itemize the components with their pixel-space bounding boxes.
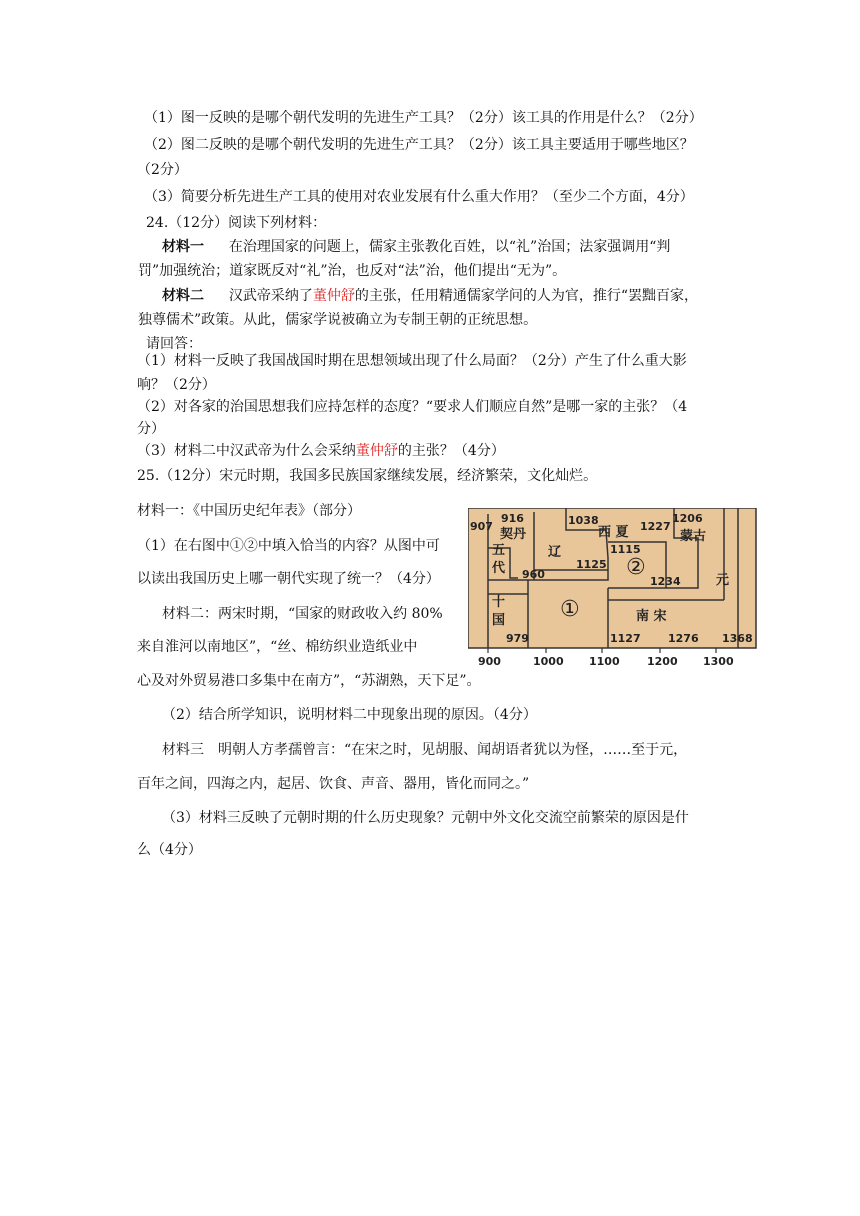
year-1127: 1127 [610,632,641,645]
q24-material2-line1 [162,286,698,306]
q25-3-line1: （3）材料三反映了元朝时期的什么历史现象？元朝中外文化交流空前繁荣的原因是什 [162,810,689,826]
q25-material3-line2: 百年之间，四海之内，起居、饮食、声音、器用，皆化而同之。” [137,776,530,792]
material1-label: 材料一 [162,239,204,255]
year-916: 916 [501,512,524,525]
q24-3-post: 的主张？（4分） [397,443,505,459]
region-southern-song: 南 宋 [636,609,667,624]
q24-1-cont: 响？（2分） [137,377,216,393]
q24-1: （1）材料一反映了我国战国时期在思想领域出现了什么局面？（2分）产生了什么重大影 [137,353,687,369]
region-mongol: 蒙古 [680,529,707,544]
q23-3: （3）简要分析先进生产工具的使用对农业发展有什么重大作用？（至少二个方面，4分） [144,189,694,205]
q25-material2-line1: 材料二：两宋时期，“国家的财政收入约 80% [162,606,443,622]
region-five-dynasties-2: 代 [492,561,506,576]
q25-1-line1: （1）在右图中①②中填入恰当的内容？从图中可 [137,538,440,554]
region-liao: 辽 [548,545,562,560]
year-1234: 1234 [650,575,681,588]
material2-post: 的主张，任用精通儒家学问的人为官，推行“罢黜百家， [354,288,699,304]
q24-material1-line2: 罚”加强统治；道家既反对“礼”治，也反对“法”治，他们提出“无为”。 [138,263,567,279]
dong-zhongshu-name: 董仲舒 [312,288,355,304]
region-five-dynasties-1: 五 [492,543,506,558]
region-ten-kingdoms-1: 十 [492,595,506,610]
year-1276: 1276 [668,632,699,645]
dong-zhongshu-name-2: 董仲舒 [355,443,398,459]
q24-prompt: 请回答： [146,336,202,352]
year-1368: 1368 [722,632,753,645]
q25-material3-line1: 材料三 明朝人方孝孺曾言：“在宋之时，见胡服、闻胡语者犹以为怪，……至于元， [162,742,688,758]
material2-pre: 汉武帝采纳了 [228,288,313,304]
material2-label: 材料二 [162,288,204,304]
q25-material1: 材料一：《中国历史纪年表》（部分） [137,503,361,519]
q25-1-line2: 以读出我国历史上哪一朝代实现了统一？（4分） [137,571,440,587]
q24-material2-line2: 独尊儒术”政策。从此，儒家学说被确立为专制王朝的正统思想。 [138,312,538,328]
region-xixia: 西 夏 [598,525,629,540]
q25-3-line2: 么（4分） [137,842,202,858]
year-907: 907 [470,520,493,533]
region-yuan: 元 [716,573,730,588]
region-ten-kingdoms-2: 国 [492,613,506,628]
region-khitan: 契丹 [500,527,527,542]
x-tick-1200: 1200 [647,655,678,668]
q24-3-pre: （3）材料二中汉武帝为什么会采纳 [137,443,356,459]
q25-2: （2）结合所学知识，说明材料二中现象出现的原因。（4分） [162,707,537,723]
q23-2-cont: （2分） [137,162,188,178]
material1-text: 在治理国家的问题上，儒家主张教化百姓，以“礼”治国；法家强调用“判 [228,239,671,255]
x-tick-1300: 1300 [703,655,734,668]
q23-1: （1）图一反映的是哪个朝代发明的先进生产工具？（2分）该工具的作用是什么？（2分） [144,110,703,126]
year-979: 979 [506,632,529,645]
q24-3 [137,441,505,461]
q24-heading: 24.（12分）阅读下列材料： [146,215,327,231]
history-timeline-figure [468,508,760,670]
x-tick-900: 900 [478,655,501,668]
q24-material1-line1 [162,237,670,257]
q25-material2-line2: 来自淮河以南地区”，“丝、棉纺织业造纸业中 [137,639,418,655]
year-1125: 1125 [576,558,607,571]
x-tick-1000: 1000 [533,655,564,668]
year-1227: 1227 [640,520,671,533]
q23-2: （2）图二反映的是哪个朝代发明的先进生产工具？（2分）该工具主要适用于哪些地区？ [144,137,694,153]
q25-material2-line3: 心及对外贸易港口多集中在南方”，“苏湖熟，天下足”。 [137,673,481,689]
year-1206: 1206 [672,512,703,525]
q24-2: （2）对各家的治国思想我们应持怎样的态度？“要求人们顺应自然”是哪一家的主张？（4 [137,399,688,415]
year-960: 960 [522,568,545,581]
q24-2-cont: 分） [137,421,165,437]
q25-heading: 25.（12分）宋元时期，我国多民族国家继续发展，经济繁荣，文化灿烂。 [137,468,598,484]
x-tick-1100: 1100 [589,655,620,668]
blank-circle-2: ② [626,555,646,580]
year-1115: 1115 [610,543,641,556]
year-1038: 1038 [568,514,599,527]
blank-circle-1: ① [560,597,580,622]
